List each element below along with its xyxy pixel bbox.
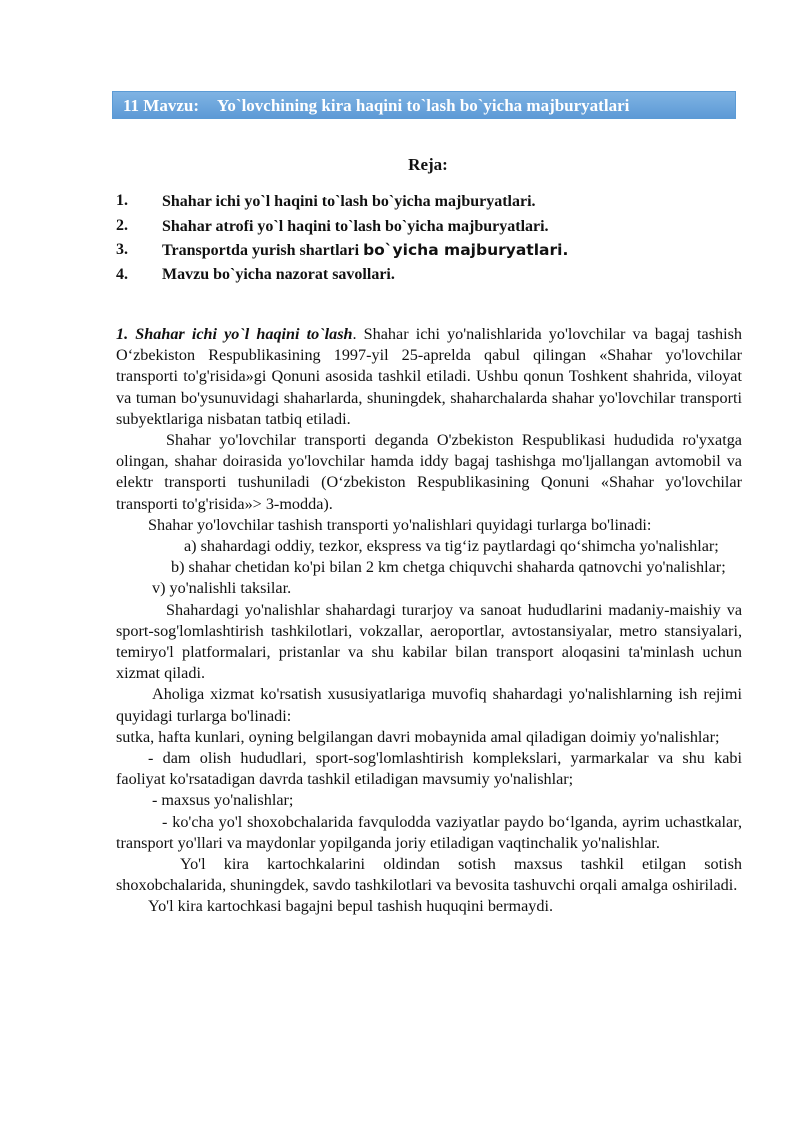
plan-item-text: Transportda yurish shartlari bo`yicha majburyatlari. [162,241,569,259]
list-item: - maxsus yo'nalishlar; [152,791,294,810]
plan-item [116,216,736,241]
paragraph [116,324,742,430]
list-item: b) shahar chetidan ko'pi bilan 2 km chetga chiquvchi shaharda qatnovchi yo'nalishlar; [171,558,726,577]
plan-item-text: Shahar ichi yo`l haqini to`lash bo`yicha majburyatlari. [162,193,536,210]
topic-number: 11 Mavzu: [123,96,200,115]
topic-title: Yo`lovchining kira haqini to`lash bo`yicha majburyatlari [217,96,630,115]
paragraph: Yo'l kira kartochkalarini oldindan sotish maxsus tashkil etilgan sotish shoxobchalarida, shuningdek, savdo tashkilotlari va bevosita tashuvchi orqali amalga oshiriladi. [116,855,742,895]
plan-item [116,240,736,265]
plan-item-text: Mavzu bo`yicha nazorat savollari. [162,265,395,283]
plan-item-number: 4. [116,265,128,283]
plan-item-text: Shahar atrofi yo`l haqini to`lash bo`yicha majburyatlari. [162,217,549,235]
topic-heading [123,96,629,116]
list-item: - dam olish hududlari, sport-sog'lomlashtirish komplekslari, yarmarkalar va shu kabi faoliyat ko'rsatadigan davrda tashkil etiladigan mavsumiy yo'nalishlar; [116,749,742,789]
paragraph: Aholiga xizmat ko'rsatish xususiyatlariga muvofiq shahardagi yo'nalishlarning ish rejimi quyidagi turlarga bo'linadi: [116,685,742,725]
list-item: a) shahardagi oddiy, tezkor, ekspress va tig‘iz paytlardagi qo‘shimcha yo'nalishlar; [184,537,719,556]
paragraph: Shahar yo'lovchilar transporti deganda O'zbekiston Respublikasi hududida ro'yxatga olingan, shahar doirasida yo'lovchilar hamda iddy bagaj tashishga mo'ljallangan avtomobil va elektr transporti tushuniladi (O‘zbekiston Respublikasining Qonuni «Shahar yo'lovchilar transporti to'g'risida»> 3-modda). [116,431,742,513]
body-text [116,324,742,918]
plan-item-number: 1. [116,192,128,209]
plan-item-number: 3. [116,241,128,258]
paragraph: Shahar yo'lovchilar tashish transporti yo'nalishlari quyidagi turlarga bo'linadi: [148,515,652,534]
topic-banner [112,91,736,119]
paragraph: Shahardagi yo'nalishlar shahardagi turarjoy va sanoat hududlarini madaniy-maishiy va sport-sog'lomlashtirish tashkilotlari, vokzallar, aeroportlar, avtostansiyalar, metro stansiyalari, temiryo'l platformalari, pristanlar va shu kabilar bilan transport aloqasini ta'minlash uchun xizmat qiladi. [116,600,742,683]
list-item: - ko'cha yo'l shoxobchalarida favqulodda vaziyatlar paydo bo‘lganda, ayrim uchastkalar, transport yo'llari va maydonlar yopilganda joriy etiladigan vaqtinchalik yo'nalishlar. [116,812,742,852]
plan-title: Reja: [408,155,448,174]
plan-item [116,265,736,290]
plan-list [116,191,736,289]
list-item: sutka, hafta kunlari, oyning belgilangan davri mobaynida amal qiladigan doimiy yo'nalishlar; [116,727,720,746]
paragraph-text: . Shahar ichi yo'nalishlarida yo'lovchilar va bagaj tashish O‘zbekiston Respublikasining 1997-yil 25-aprelda qabul qilingan «Shahar yo'lovchilar transporti to'g'risida»gi Qonuni asosida tashkil etiladi. Ushbu qonun Toshkent shahrida, viloyat va tuman bo'ysunuvidagi shaharlarda, shuningdek, shaharchalarda shahar yo'lovchilar transporti subyektlariga nisbatan tatbiq etiladi. [116,325,742,428]
plan-item [116,191,736,216]
list-item: v) yo'nalishli taksilar. [152,579,292,598]
section-heading: 1. Shahar ichi yo`l haqini to`lash [116,325,353,343]
paragraph: Yo'l kira kartochkasi bagajni bepul tashish huquqini bermaydi. [148,897,553,916]
plan-item-number: 2. [116,216,128,234]
